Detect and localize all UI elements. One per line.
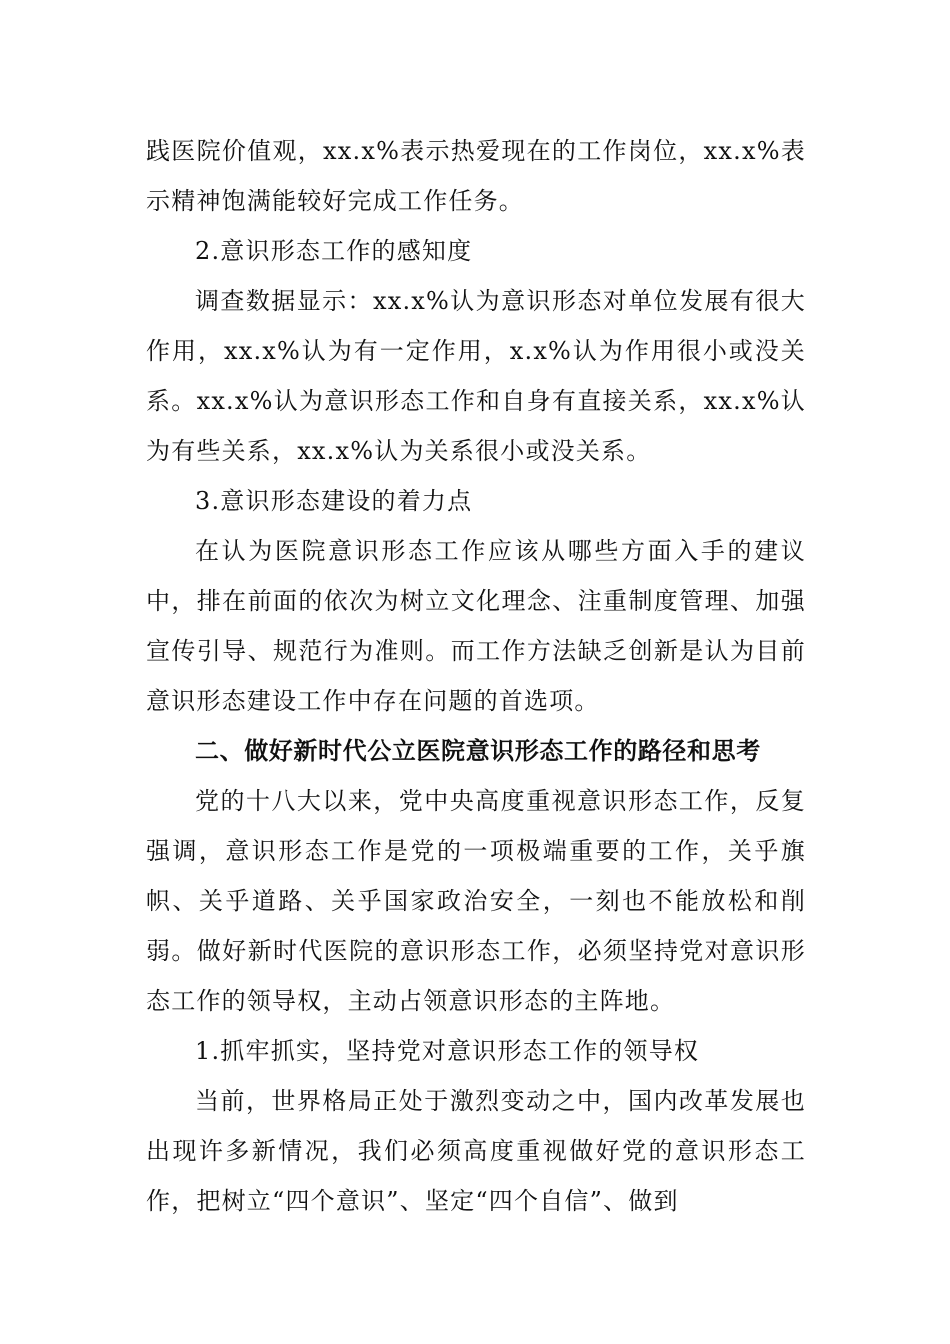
paragraph-party-congress: 党的十八大以来，党中央高度重视意识形态工作，反复强调，意识形态工作是党的一项极端重要的工作，关乎旗帜、关乎道路、关乎国家政治安全，一刻也不能放松和削弱。做好新时代医院的意识形态工作，必须坚持党对意识形态工作的领导权，主动占领意识形态的主阵地。	[146, 787, 806, 1015]
subheading-focus-points: 3.意识形态建设的着力点	[195, 487, 473, 515]
paragraph-suggestions: 在认为医院意识形态工作应该从哪些方面入手的建议中，排在前面的依次为树立文化理念、注重制度管理、加强宣传引导、规范行为准则。而工作方法缺乏创新是认为目前意识形态建设工作中存在问题的首选项。	[146, 537, 806, 715]
subheading-leadership: 1.抓牢抓实，坚持党对意识形态工作的领导权	[195, 1037, 700, 1065]
paragraph-continuation: 践医院价值观，xx.x%表示热爱现在的工作岗位，xx.x%表示精神饱满能较好完成工作任务。	[146, 137, 806, 215]
paragraph-survey-data: 调查数据显示：xx.x%认为意识形态对单位发展有很大作用，xx.x%认为有一定作用，x.x%认为作用很小或没关系。xx.x%认为意识形态工作和自身有直接关系，xx.x%认为有些关系，xx.x%认为关系很小或没关系。	[146, 287, 806, 465]
section-heading-paths: 二、做好新时代公立医院意识形态工作的路径和思考	[195, 737, 761, 765]
subheading-perception: 2.意识形态工作的感知度	[195, 237, 473, 265]
document-page	[146, 126, 806, 1226]
paragraph-current-situation: 当前，世界格局正处于激烈变动之中，国内改革发展也出现许多新情况，我们必须高度重视做好党的意识形态工作，把树立“四个意识”、坚定“四个自信”、做到	[146, 1087, 806, 1215]
